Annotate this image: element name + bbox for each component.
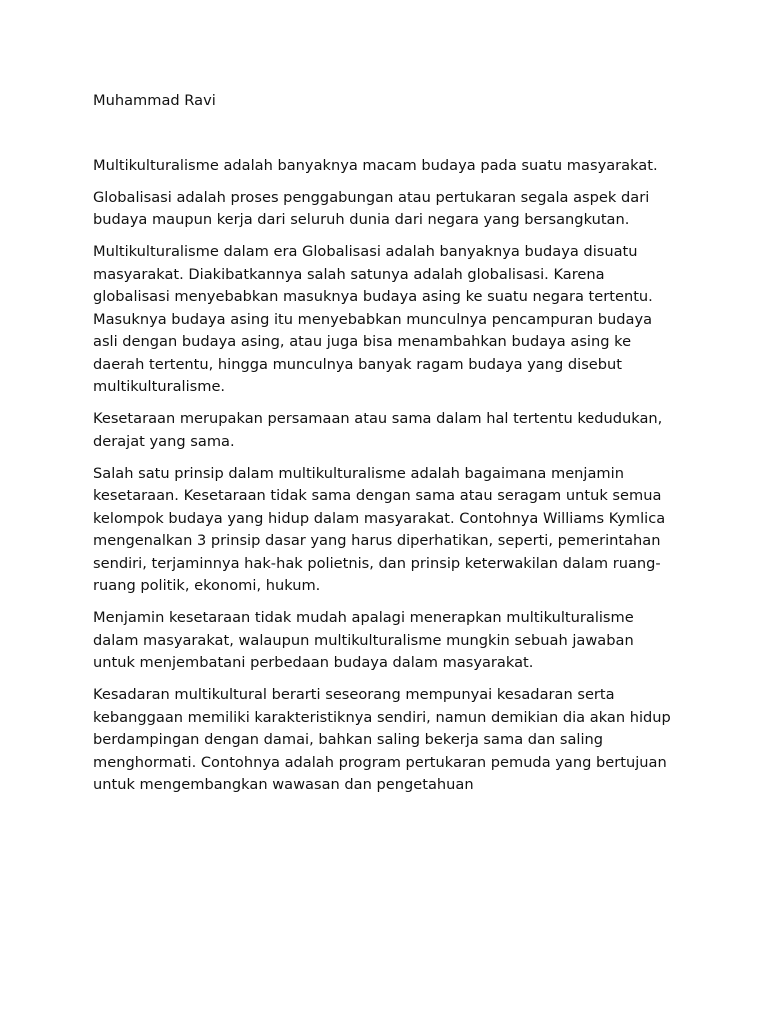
paragraph-kesetaraan-definition: Kesetaraan merupakan persamaan atau sama dalam hal tertentu kedudukan, derajat yang sama. bbox=[93, 410, 663, 450]
author-name: Muhammad Ravi bbox=[93, 92, 216, 109]
paragraph-prinsip-kesetaraan: Salah satu prinsip dalam multikulturalisme adalah bagaimana menjamin kesetaraan. Kesetaraan tidak sama dengan sama atau seragam untuk semua kelompok budaya yang hidup dalam masyarakat. Contohnya Williams Kymlica mengenalkan 3 prinsip dasar yang harus diperhatikan, seperti, pemerintahan sendiri, terjaminnya hak-hak polietnis, dan prinsip keterwakilan dalam ruang- ruang politik, ekonomi, hukum. bbox=[93, 464, 666, 594]
paragraph-menjamin-kesetaraan: Menjamin kesetaraan tidak mudah apalagi menerapkan multikulturalisme dalam masyarakat, walaupun multikulturalisme mungkin sebuah jawaban untuk menjembatani perbedaan budaya dalam masyarakat. bbox=[93, 609, 634, 671]
paragraph-globalisasi-definition: Globalisasi adalah proses penggabungan atau pertukaran segala aspek dari budaya maupun kerja dari seluruh dunia dari negara yang bersangkutan. bbox=[93, 188, 650, 228]
paragraph-multikulturalisme-era-globalisasi: Multikulturalisme dalam era Globalisasi adalah banyaknya budaya disuatu masyarakat. Diakibatkannya salah satunya adalah globalisasi. Karena globalisasi menyebabkan masuknya budaya asing ke suatu negara tertentu. Masuknya budaya asing itu menyebabkan munculnya pencampuran budaya asli dengan budaya asing, atau juga bisa menambahkan budaya asing ke daerah tertentu, hingga munculnya banyak ragam budaya yang disebut multikulturalisme. bbox=[93, 243, 653, 395]
paragraph-kesadaran-multikultural: Kesadaran multikultural berarti seseorang mempunyai kesadaran serta kebanggaan memiliki karakteristiknya sendiri, namun demikian dia akan hidup berdampingan dengan damai, bahkan saling bekerja sama dan saling menghormati. Contohnya adalah program pertukaran pemuda yang bertujuan untuk mengembangkan wawasan dan pengetahuan bbox=[93, 686, 671, 793]
paragraph-multikulturalisme-definition: Multikulturalisme adalah banyaknya macam budaya pada suatu masyarakat. bbox=[93, 156, 658, 174]
